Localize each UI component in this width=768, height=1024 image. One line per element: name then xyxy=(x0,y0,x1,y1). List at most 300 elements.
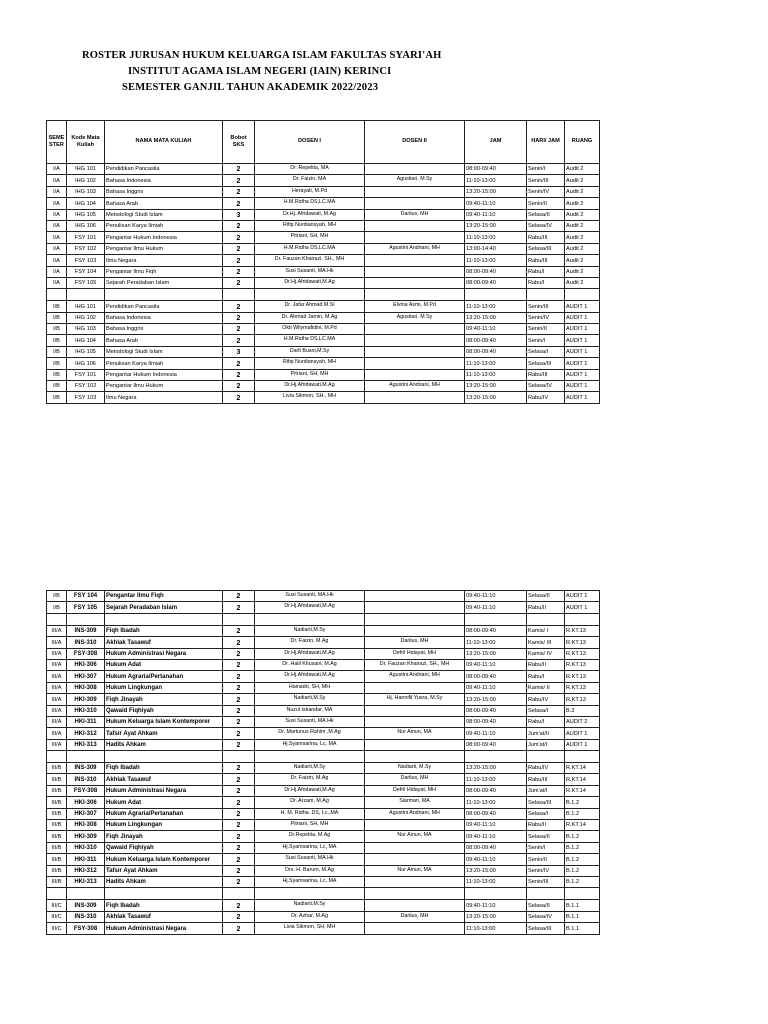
cell-bobot: 2 xyxy=(223,381,255,392)
cell-kode: FSY 105 xyxy=(67,602,105,613)
cell-ruang: Audit 2 xyxy=(565,220,600,231)
cell-bobot: 2 xyxy=(223,369,255,380)
cell-bobot: 2 xyxy=(223,682,255,693)
cell-dosen-1: Pitriani, SH, MH xyxy=(255,820,365,831)
table-row xyxy=(47,175,600,186)
cell-nama: Sejarah Peradaban Islam xyxy=(105,602,223,613)
cell-hari: Senin/II xyxy=(527,198,565,209)
cell-dosen-2: Darlius, MH xyxy=(365,637,465,648)
cell-jam: 08:00-09:40 xyxy=(465,671,527,682)
cell-jam: 11:10-13:00 xyxy=(465,301,527,312)
cell-nama: Hukum Lingkungan xyxy=(105,820,223,831)
cell-ruang: R.KT.13 xyxy=(565,648,600,659)
cell-kode: IHG 102 xyxy=(67,312,105,323)
cell-hari: Rabu/II xyxy=(527,820,565,831)
cell-hari: Kamis/ II xyxy=(527,682,565,693)
cell-kode: IHG 102 xyxy=(67,175,105,186)
cell-kode: FSY 101 xyxy=(67,232,105,243)
cell-hari: Selasa/II xyxy=(527,831,565,842)
cell-semester: I/B xyxy=(47,301,67,312)
cell-kode: IHG 106 xyxy=(67,220,105,231)
cell-jam: 08:00-09:40 xyxy=(465,705,527,716)
cell-nama: Bahasa Inggris xyxy=(105,324,223,335)
cell-nama: Hadits Ahkam xyxy=(105,876,223,887)
cell-nama: Pengantar Ilmu Hukum xyxy=(105,381,223,392)
cell-nama: Fiqh Ibadah xyxy=(105,625,223,636)
cell-ruang: AUDIT 1 xyxy=(565,381,600,392)
cell-dosen-2: Defril Hidayat, MH xyxy=(365,785,465,796)
cell-dosen-1: Hainadri, SH, MH xyxy=(255,682,365,693)
cell-hari: Selasa/III xyxy=(527,797,565,808)
cell-jam: 11:10-13:00 xyxy=(465,797,527,808)
cell-kode: HKI-306 xyxy=(67,797,105,808)
cell-dosen-1: Dr. Martunus Rahim ,M.Ag xyxy=(255,728,365,739)
cell-ruang: AUDIT 1 xyxy=(565,301,600,312)
table-row xyxy=(47,381,600,392)
cell-ruang: AUDIT 1 xyxy=(565,739,600,750)
cell-jam: 11:10-13:00 xyxy=(465,358,527,369)
cell-dosen-2: Nur Ainun, MA xyxy=(365,728,465,739)
cell-dosen-2: Agustiari, M.Sy xyxy=(365,312,465,323)
cell-dosen-1: Dr. Arzam, M.Ag xyxy=(255,797,365,808)
cell-ruang: AUDIT 1 xyxy=(565,602,600,613)
cell-jam: 09:40-11:10 xyxy=(465,854,527,865)
cell-kode xyxy=(67,888,105,900)
cell-dosen-2 xyxy=(365,335,465,346)
table-row xyxy=(47,220,600,231)
cell-kode: HKI-307 xyxy=(67,671,105,682)
cell-semester: I/B xyxy=(47,324,67,335)
cell-hari: Selasa/II xyxy=(527,900,565,911)
table-row xyxy=(47,876,600,887)
cell-bobot xyxy=(223,613,255,625)
cell-hari: Jum'at/I xyxy=(527,739,565,750)
cell-hari: Rabu/III xyxy=(527,774,565,785)
cell-semester: III/B xyxy=(47,763,67,774)
cell-kode: HKI-313 xyxy=(67,739,105,750)
cell-ruang: AUDIT 1 xyxy=(565,346,600,357)
cell-kode: IHG 105 xyxy=(67,209,105,220)
cell-semester: I/A xyxy=(47,255,67,266)
cell-hari: Senin/III xyxy=(527,301,565,312)
cell-dosen-1: Hj.Syamsarina, Lc, MA xyxy=(255,876,365,887)
cell-dosen-1: Dr. Azhar, M.Ag xyxy=(255,911,365,922)
cell-dosen-1: H.M.Ridha DS,LC.MA xyxy=(255,243,365,254)
cell-hari: Rabu/I xyxy=(527,277,565,288)
cell-dosen-1: Dr.Hj.Afridawati,M.Ag xyxy=(255,785,365,796)
cell-kode: IHG 103 xyxy=(67,186,105,197)
cell-dosen-1: Pitriani, SH, MH xyxy=(255,232,365,243)
cell-ruang xyxy=(565,888,600,900)
cell-kode: FSY-308 xyxy=(67,785,105,796)
cell-semester: III/A xyxy=(47,648,67,659)
cell-hari: Selasa/II xyxy=(527,209,565,220)
cell-hari xyxy=(527,613,565,625)
cell-jam: 08:00-09:40 xyxy=(465,739,527,750)
cell-dosen-1: Hj.Syamsarina, Lc, MA xyxy=(255,739,365,750)
cell-semester: III/A xyxy=(47,671,67,682)
cell-nama: Akhlak Tasawuf xyxy=(105,911,223,922)
cell-dosen-2: Dr. Fauzan Khairazi, SH., MH xyxy=(365,659,465,670)
spacer-row xyxy=(47,289,600,301)
cell-ruang: R.KT.13 xyxy=(565,682,600,693)
cell-bobot: 3 xyxy=(223,209,255,220)
table-row xyxy=(47,243,600,254)
cell-hari: Senin/II xyxy=(527,854,565,865)
cell-jam: 09:40-11:10 xyxy=(465,682,527,693)
table-header-row xyxy=(47,121,600,164)
cell-ruang: Audit 2 xyxy=(565,266,600,277)
cell-ruang: R.KT.14 xyxy=(565,763,600,774)
cell-ruang: B.1.2 xyxy=(565,831,600,842)
cell-kode: IHG 104 xyxy=(67,198,105,209)
cell-jam: 13:20-15:00 xyxy=(465,763,527,774)
cell-bobot: 2 xyxy=(223,232,255,243)
table-row xyxy=(47,854,600,865)
cell-semester: I/B xyxy=(47,602,67,613)
cell-dosen-2 xyxy=(365,602,465,613)
cell-nama: Ilmu Negara xyxy=(105,255,223,266)
cell-dosen-2: Agustini Andriani, MH xyxy=(365,381,465,392)
cell-ruang: Audit 2 xyxy=(565,277,600,288)
cell-nama: Bahasa Indonesia xyxy=(105,175,223,186)
cell-hari: Rabu/I xyxy=(527,266,565,277)
cell-ruang: Audit 2 xyxy=(565,255,600,266)
cell-kode: HKI-311 xyxy=(67,854,105,865)
table-row xyxy=(47,209,600,220)
cell-dosen-1: Nadiarti,M.Sy xyxy=(255,900,365,911)
cell-hari: Kamis/ I xyxy=(527,625,565,636)
cell-kode: HKI-310 xyxy=(67,842,105,853)
cell-dosen-2: Nur Ainun, MA xyxy=(365,865,465,876)
header-bobot: Bobot SKS xyxy=(223,121,255,164)
cell-nama: Metodologi Studi Islam xyxy=(105,209,223,220)
cell-nama: Akhlak Tasawuf xyxy=(105,637,223,648)
cell-dosen-2: Siarman, MA xyxy=(365,797,465,808)
cell-nama: Hukum Adat xyxy=(105,797,223,808)
table-row xyxy=(47,324,600,335)
cell-dosen-2: Agustini Andriani, MH xyxy=(365,808,465,819)
cell-dosen-1: Pitriani, SH, MH xyxy=(255,369,365,380)
header-jam: JAM xyxy=(465,121,527,164)
cell-bobot: 2 xyxy=(223,876,255,887)
cell-dosen-2 xyxy=(365,220,465,231)
cell-semester: III/B xyxy=(47,865,67,876)
cell-jam xyxy=(465,888,527,900)
cell-nama: Hadits Ahkam xyxy=(105,739,223,750)
cell-kode: FSY 101 xyxy=(67,369,105,380)
cell-dosen-2 xyxy=(365,613,465,625)
table-row xyxy=(47,716,600,727)
cell-dosen-2 xyxy=(365,198,465,209)
cell-hari: Jum'at/II xyxy=(527,728,565,739)
table-row xyxy=(47,659,600,670)
cell-hari: Senin/III xyxy=(527,876,565,887)
cell-dosen-2: Hj. Hannifil Yusra, M.Sy xyxy=(365,694,465,705)
table-row xyxy=(47,392,600,403)
cell-bobot: 2 xyxy=(223,797,255,808)
cell-dosen-2 xyxy=(365,739,465,750)
cell-nama: Tafsir Ayat Ahkam xyxy=(105,865,223,876)
cell-bobot: 2 xyxy=(223,591,255,602)
table-row xyxy=(47,648,600,659)
cell-bobot: 2 xyxy=(223,728,255,739)
cell-bobot: 2 xyxy=(223,335,255,346)
cell-nama: Hukum Administrasi Negara xyxy=(105,648,223,659)
cell-hari: Rabu/III xyxy=(527,369,565,380)
cell-semester: I/A xyxy=(47,232,67,243)
cell-nama xyxy=(105,751,223,763)
cell-jam: 09:40-11:10 xyxy=(465,591,527,602)
cell-hari: Senin/I xyxy=(527,842,565,853)
cell-jam: 09:40-11:10 xyxy=(465,820,527,831)
cell-jam: 09:40-11:10 xyxy=(465,324,527,335)
cell-bobot: 2 xyxy=(223,358,255,369)
cell-jam: 11:10-13:00 xyxy=(465,255,527,266)
cell-bobot: 2 xyxy=(223,637,255,648)
cell-semester: III/B xyxy=(47,808,67,819)
roster-table-semester-3 xyxy=(46,590,600,935)
cell-dosen-1: Susi Susanti, MA.Hk xyxy=(255,591,365,602)
title-line-3: SEMESTER GANJIL TAHUN AKADEMIK 2022/2023 xyxy=(122,82,379,93)
cell-jam: 08:00-09:40 xyxy=(465,842,527,853)
cell-ruang: R.KT.13 xyxy=(565,694,600,705)
cell-nama: Hukum Adat xyxy=(105,659,223,670)
cell-hari: Rabu/III xyxy=(527,255,565,266)
cell-nama: Hukum Lingkungan xyxy=(105,682,223,693)
cell-dosen-1: Dr.Hj. Afridawati, M.Ag xyxy=(255,209,365,220)
cell-dosen-2 xyxy=(365,888,465,900)
cell-hari: Rabu/IV xyxy=(527,694,565,705)
cell-kode: INS-310 xyxy=(67,911,105,922)
cell-semester: III/B xyxy=(47,820,67,831)
cell-nama: Pengantar Hukum Indonesia xyxy=(105,232,223,243)
cell-dosen-2 xyxy=(365,277,465,288)
cell-bobot: 2 xyxy=(223,277,255,288)
cell-dosen-1: Livia Sikmon, SH, MH xyxy=(255,923,365,934)
cell-hari: Rabu/IV xyxy=(527,392,565,403)
cell-jam: 13:20-15:00 xyxy=(465,381,527,392)
cell-bobot: 2 xyxy=(223,164,255,175)
cell-dosen-2 xyxy=(365,369,465,380)
cell-hari: Kamis/ III xyxy=(527,637,565,648)
cell-ruang xyxy=(565,613,600,625)
cell-nama: Hukum Agraria/Pertanahan xyxy=(105,808,223,819)
cell-semester: III/C xyxy=(47,900,67,911)
cell-jam: 08:00-09:40 xyxy=(465,625,527,636)
cell-jam: 09:40-11:10 xyxy=(465,900,527,911)
cell-kode: INS-309 xyxy=(67,763,105,774)
cell-dosen-2: Agustiari, M.Sy xyxy=(365,175,465,186)
cell-ruang: R.KT.14 xyxy=(565,785,600,796)
table-row xyxy=(47,232,600,243)
cell-bobot: 2 xyxy=(223,694,255,705)
cell-semester xyxy=(47,751,67,763)
cell-kode: FSY-308 xyxy=(67,648,105,659)
cell-semester: III/B xyxy=(47,785,67,796)
cell-bobot: 2 xyxy=(223,739,255,750)
cell-dosen-1: Okti Wilymafidini, M.Pd xyxy=(255,324,365,335)
cell-ruang: B.1.2 xyxy=(565,808,600,819)
cell-bobot: 2 xyxy=(223,808,255,819)
cell-semester: I/A xyxy=(47,209,67,220)
cell-jam: 13:20-15:00 xyxy=(465,220,527,231)
cell-bobot: 2 xyxy=(223,911,255,922)
cell-ruang: R.KT.13 xyxy=(565,671,600,682)
cell-jam: 13:20-15:00 xyxy=(465,312,527,323)
cell-nama: Pendidikan Pancasila xyxy=(105,164,223,175)
cell-jam: 13:00-14:40 xyxy=(465,243,527,254)
cell-semester: I/B xyxy=(47,392,67,403)
cell-jam: 13:20-15:00 xyxy=(465,694,527,705)
cell-hari: Kamis/ IV xyxy=(527,648,565,659)
cell-dosen-2 xyxy=(365,820,465,831)
cell-bobot: 2 xyxy=(223,763,255,774)
cell-jam xyxy=(465,289,527,301)
cell-nama: Fiqh Jinayah xyxy=(105,831,223,842)
cell-kode: HKI-311 xyxy=(67,716,105,727)
cell-dosen-2 xyxy=(365,923,465,934)
table-row xyxy=(47,369,600,380)
cell-hari: Senin/I xyxy=(527,164,565,175)
cell-semester: III/A xyxy=(47,682,67,693)
cell-ruang: B.1.1 xyxy=(565,900,600,911)
table-row xyxy=(47,728,600,739)
cell-kode: HKI-306 xyxy=(67,659,105,670)
cell-nama: Hukum Administrasi Negara xyxy=(105,923,223,934)
cell-hari: Senin/IV xyxy=(527,865,565,876)
cell-ruang: Audit 2 xyxy=(565,243,600,254)
cell-dosen-2 xyxy=(365,842,465,853)
table-row xyxy=(47,335,600,346)
cell-ruang: AUDIT 1 xyxy=(565,358,600,369)
cell-ruang: R.KT.13 xyxy=(565,659,600,670)
cell-bobot: 2 xyxy=(223,255,255,266)
cell-nama: Pengantar Ilmu Hukum xyxy=(105,243,223,254)
cell-dosen-1: H. M. Ridha. DS, Lc.,MA xyxy=(255,808,365,819)
table-row xyxy=(47,820,600,831)
cell-nama: Fiqh Ibadah xyxy=(105,763,223,774)
cell-dosen-2 xyxy=(365,591,465,602)
table-row xyxy=(47,164,600,175)
cell-nama: Bahasa Inggris xyxy=(105,186,223,197)
cell-bobot: 2 xyxy=(223,220,255,231)
cell-bobot: 2 xyxy=(223,312,255,323)
cell-bobot: 2 xyxy=(223,266,255,277)
cell-semester: III/A xyxy=(47,694,67,705)
cell-jam: 11:10-13:00 xyxy=(465,923,527,934)
cell-hari: Selasa/I xyxy=(527,346,565,357)
cell-bobot: 2 xyxy=(223,854,255,865)
cell-jam: 13:20-15:00 xyxy=(465,865,527,876)
cell-semester: I/A xyxy=(47,243,67,254)
table-row xyxy=(47,682,600,693)
cell-dosen-2 xyxy=(365,164,465,175)
cell-dosen-2 xyxy=(365,854,465,865)
cell-kode: FSY 102 xyxy=(67,381,105,392)
cell-semester: I/B xyxy=(47,358,67,369)
cell-kode: FSY-308 xyxy=(67,923,105,934)
cell-dosen-1: Rifqi Nurdiansyah, MH xyxy=(255,220,365,231)
table-row xyxy=(47,255,600,266)
cell-semester: III/A xyxy=(47,739,67,750)
cell-nama: Ilmu Negara xyxy=(105,392,223,403)
cell-kode: HKI-309 xyxy=(67,694,105,705)
table-row xyxy=(47,911,600,922)
cell-nama xyxy=(105,613,223,625)
cell-ruang: B.3 xyxy=(565,705,600,716)
cell-kode xyxy=(67,613,105,625)
cell-semester: I/B xyxy=(47,335,67,346)
table-row xyxy=(47,591,600,602)
cell-dosen-1: Dr.Hj.Afridawati,M.Ag xyxy=(255,648,365,659)
cell-dosen-2: Agustini Andriani, MH xyxy=(365,671,465,682)
cell-bobot: 2 xyxy=(223,716,255,727)
cell-jam: 11:10-13:00 xyxy=(465,232,527,243)
title-line-2: INSTITUT AGAMA ISLAM NEGERI (IAIN) KERINCI xyxy=(128,66,392,77)
cell-semester: I/B xyxy=(47,591,67,602)
cell-hari: Senin/III xyxy=(527,175,565,186)
cell-dosen-2 xyxy=(365,186,465,197)
title-line-1: ROSTER JURUSAN HUKUM KELUARGA ISLAM FAKULTAS SYARI'AH xyxy=(82,50,442,61)
cell-ruang: Audit 2 xyxy=(565,209,600,220)
cell-jam: 09:40-11:10 xyxy=(465,198,527,209)
cell-kode: FSY 105 xyxy=(67,277,105,288)
cell-kode: HKI-309 xyxy=(67,831,105,842)
cell-ruang: Audit 2 xyxy=(565,186,600,197)
table-row xyxy=(47,763,600,774)
cell-jam: 09:40-11:10 xyxy=(465,659,527,670)
table-row xyxy=(47,637,600,648)
cell-jam: 08:00-09:40 xyxy=(465,785,527,796)
cell-kode: IHG 104 xyxy=(67,335,105,346)
cell-ruang: R.KT.13 xyxy=(565,637,600,648)
cell-kode: HKI-308 xyxy=(67,820,105,831)
cell-hari: Rabu/I xyxy=(527,716,565,727)
cell-ruang: R.KT.14 xyxy=(565,820,600,831)
cell-hari: Selasa/I xyxy=(527,808,565,819)
cell-kode: INS-309 xyxy=(67,900,105,911)
cell-bobot: 2 xyxy=(223,602,255,613)
cell-kode: IHG 101 xyxy=(67,301,105,312)
cell-hari: Selasa/III xyxy=(527,358,565,369)
cell-semester: III/A xyxy=(47,637,67,648)
spacer-row xyxy=(47,613,600,625)
cell-nama: Bahasa Arab xyxy=(105,198,223,209)
cell-dosen-1: Dr.Hj.Afridawati,M.Ag xyxy=(255,277,365,288)
cell-nama: Qawaid Fiqhiyah xyxy=(105,705,223,716)
cell-hari: Senin/IV xyxy=(527,312,565,323)
cell-dosen-2 xyxy=(365,682,465,693)
cell-jam: 11:10-13:00 xyxy=(465,369,527,380)
cell-dosen-2 xyxy=(365,625,465,636)
cell-ruang: AUDIT 1 xyxy=(565,369,600,380)
cell-semester: III/B xyxy=(47,774,67,785)
cell-bobot: 2 xyxy=(223,774,255,785)
cell-semester: III/C xyxy=(47,911,67,922)
cell-semester xyxy=(47,613,67,625)
cell-nama: Sejarah Peradaban Islam xyxy=(105,277,223,288)
cell-jam: 11:10-13:00 xyxy=(465,637,527,648)
cell-hari: Selasa/IV xyxy=(527,911,565,922)
cell-jam: 08:00-09:40 xyxy=(465,335,527,346)
cell-dosen-2 xyxy=(365,900,465,911)
cell-jam: 08:00-09:40 xyxy=(465,716,527,727)
cell-bobot: 2 xyxy=(223,705,255,716)
table-row xyxy=(47,865,600,876)
cell-hari: Selasa/I xyxy=(527,705,565,716)
cell-ruang: R.KT.13 xyxy=(565,625,600,636)
